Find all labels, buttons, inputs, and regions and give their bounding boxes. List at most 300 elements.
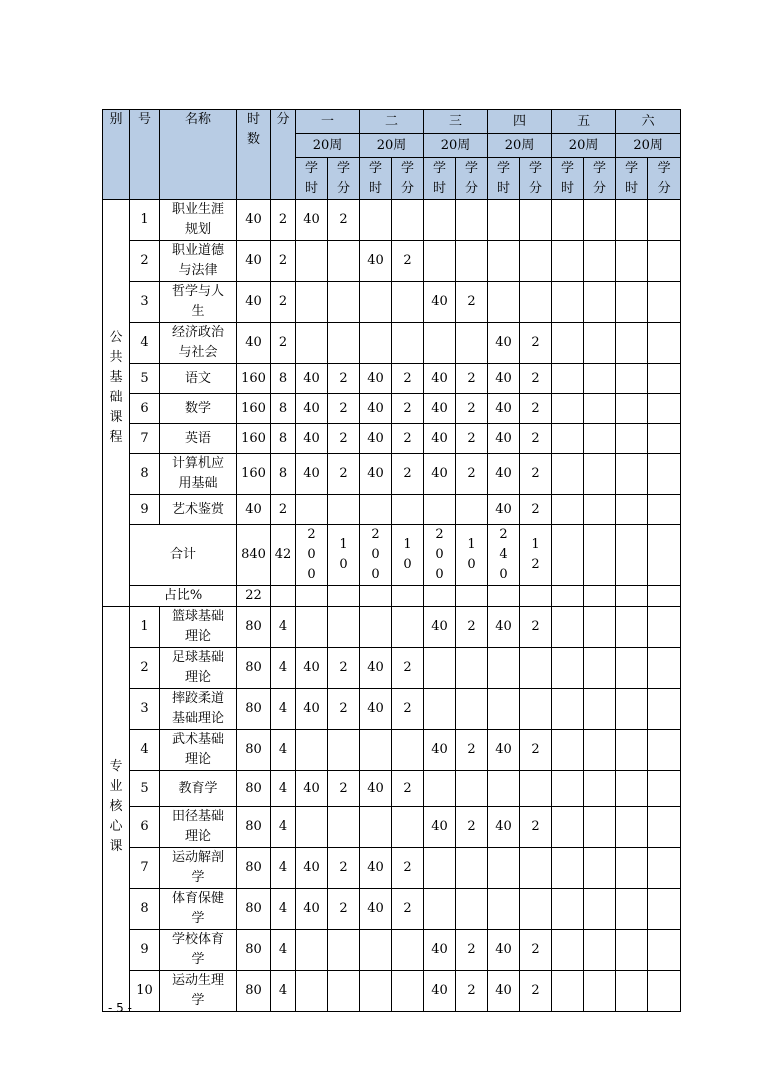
semester-cell [552,648,584,689]
table-row [103,971,681,1012]
semester-cell: 2 [456,394,488,424]
semester-cell [296,807,328,848]
semester-cell [296,323,328,364]
semester-cell [360,200,392,241]
semester-cell [488,689,520,730]
semester-cell [392,495,424,525]
semester-cell [296,241,328,282]
ratio-label: 占比% [130,586,237,607]
row-number: 9 [130,495,160,525]
semester-cell: 200 [360,525,392,586]
semester-cell [488,771,520,807]
header-semester-4: 四 [488,110,552,134]
semester-cell [360,282,392,323]
semester-cell: 40 [488,930,520,971]
course-name [160,607,237,648]
course-name-text: 足球基础理论 [171,650,224,685]
course-name-text: 摔跤柔道基础理论 [171,691,224,726]
semester-cell [616,689,648,730]
semester-cell: 40 [488,607,520,648]
table-row [103,848,681,889]
semester-cell: 2 [520,971,552,1012]
semester-cell [552,241,584,282]
row-number: 1 [130,607,160,648]
semester-cell [456,200,488,241]
total-credits: 8 [271,394,296,424]
total-hours: 40 [237,200,271,241]
header-study-credits: 学分 [328,158,360,200]
header-study-hours: 学时 [488,158,520,200]
semester-cell: 40 [488,807,520,848]
semester-cell: 40 [424,807,456,848]
header-category: 别 [103,110,130,200]
semester-cell [488,848,520,889]
header-study-credits: 学分 [648,158,681,200]
course-name-text: 计算机应用基础 [171,456,224,491]
semester-cell [456,689,488,730]
semester-cell [552,848,584,889]
semester-cell [552,607,584,648]
semester-cell [616,200,648,241]
semester-cell [648,364,681,394]
semester-cell [616,807,648,848]
table-row [103,241,681,282]
semester-cell [392,323,424,364]
semester-cell [648,424,681,454]
empty-cell [360,586,392,607]
header-study-hours: 学时 [424,158,456,200]
total-credits: 8 [271,424,296,454]
semester-cell: 40 [488,394,520,424]
semester-cell: 40 [424,730,456,771]
total-hours: 80 [237,607,271,648]
semester-cell [296,607,328,648]
semester-cell: 40 [424,454,456,495]
semester-cell: 2 [456,607,488,648]
semester-cell [584,971,616,1012]
header-weeks-4: 20周 [488,134,552,158]
row-number: 1 [130,200,160,241]
row-number: 7 [130,424,160,454]
course-name [160,648,237,689]
table-row [103,282,681,323]
semester-cell: 2 [456,807,488,848]
semester-cell: 2 [456,930,488,971]
semester-cell: 2 [456,454,488,495]
semester-cell [616,730,648,771]
semester-cell [648,889,681,930]
course-name [160,200,237,241]
table-row [103,771,681,807]
semester-cell: 2 [392,454,424,495]
semester-cell [328,241,360,282]
semester-cell: 40 [488,495,520,525]
header-semester-3: 三 [424,110,488,134]
semester-cell: 2 [392,424,424,454]
semester-cell [616,241,648,282]
course-name [160,424,237,454]
total-hours: 40 [237,323,271,364]
semester-cell [488,241,520,282]
course-name-text: 学校体育学 [171,932,224,967]
semester-cell [456,323,488,364]
semester-cell [552,689,584,730]
semester-cell: 40 [360,394,392,424]
header-study-hours: 学时 [360,158,392,200]
semester-cell: 2 [328,648,360,689]
semester-cell: 40 [360,454,392,495]
semester-cell: 40 [296,364,328,394]
course-name [160,807,237,848]
total-hours: 80 [237,648,271,689]
semester-cell [584,323,616,364]
semester-cell [552,889,584,930]
table-row [103,454,681,495]
semester-cell [648,495,681,525]
semester-cell [616,323,648,364]
semester-cell [296,930,328,971]
course-name [160,364,237,394]
semester-cell [584,848,616,889]
semester-cell: 2 [520,394,552,424]
semester-cell [552,282,584,323]
semester-cell: 2 [520,930,552,971]
category-public-basic: 公 共 基 础 课 程 [103,200,130,607]
semester-cell: 10 [456,525,488,586]
row-number: 6 [130,394,160,424]
table-row [103,689,681,730]
semester-cell: 2 [520,730,552,771]
course-name [160,454,237,495]
semester-cell [392,930,424,971]
row-number: 8 [130,454,160,495]
semester-cell [648,971,681,1012]
total-credits: 4 [271,607,296,648]
semester-cell: 2 [392,771,424,807]
semester-cell [456,848,488,889]
course-name-text: 哲学与人生 [171,284,224,319]
semester-cell: 40 [296,889,328,930]
semester-cell: 2 [328,200,360,241]
course-name-text: 运动生理学 [171,973,224,1008]
semester-cell: 2 [456,424,488,454]
semester-cell [648,648,681,689]
semester-cell [520,200,552,241]
total-credits: 2 [271,200,296,241]
semester-cell: 40 [424,424,456,454]
semester-cell [296,730,328,771]
total-row [103,525,681,586]
semester-cell: 40 [488,454,520,495]
semester-cell [456,648,488,689]
table-row [103,807,681,848]
semester-cell [616,364,648,394]
total-hours: 80 [237,807,271,848]
empty-cell [296,586,328,607]
semester-cell: 2 [328,771,360,807]
semester-cell: 40 [488,424,520,454]
course-name [160,771,237,807]
total-credits: 4 [271,889,296,930]
semester-cell: 40 [296,689,328,730]
semester-cell: 2 [520,807,552,848]
semester-cell [360,930,392,971]
semester-cell: 40 [424,282,456,323]
semester-cell: 2 [392,394,424,424]
course-name-text: 职业道德与法律 [171,243,224,278]
semester-cell [616,525,648,586]
empty-cell [520,586,552,607]
header-hours: 时数 [237,110,271,200]
row-number: 5 [130,771,160,807]
table-row [103,364,681,394]
semester-cell [520,241,552,282]
semester-cell [616,607,648,648]
course-name-text: 职业生涯规划 [171,202,224,237]
semester-cell [328,930,360,971]
semester-cell [424,323,456,364]
total-credits: 4 [271,689,296,730]
table-row [103,648,681,689]
semester-cell: 2 [520,454,552,495]
semester-cell: 40 [296,771,328,807]
semester-cell [648,807,681,848]
header-weeks-3: 20周 [424,134,488,158]
total-credits: 4 [271,848,296,889]
semester-cell [584,454,616,495]
semester-cell: 2 [456,364,488,394]
semester-cell [328,971,360,1012]
semester-cell [296,971,328,1012]
header-weeks-6: 20周 [616,134,681,158]
semester-cell: 40 [296,424,328,454]
semester-cell [456,495,488,525]
semester-cell [616,971,648,1012]
ratio-row [103,586,681,607]
total-credits: 8 [271,364,296,394]
semester-cell: 40 [488,730,520,771]
semester-cell [584,730,616,771]
semester-cell [584,394,616,424]
semester-cell [616,424,648,454]
total-hours: 160 [237,364,271,394]
semester-cell [424,648,456,689]
semester-cell [552,971,584,1012]
header-weeks-5: 20周 [552,134,616,158]
course-name [160,394,237,424]
row-number: 4 [130,730,160,771]
course-name-text: 篮球基础理论 [171,609,224,644]
table-row [103,930,681,971]
semester-cell [424,689,456,730]
semester-cell: 2 [392,364,424,394]
semester-cell: 40 [296,848,328,889]
semester-cell [328,607,360,648]
table-row [103,394,681,424]
semester-cell [328,495,360,525]
semester-cell [584,495,616,525]
semester-cell [552,525,584,586]
course-name-text: 语文 [184,370,211,386]
semester-cell [488,282,520,323]
semester-cell [328,282,360,323]
row-number: 5 [130,364,160,394]
course-name-text: 武术基础理论 [171,732,224,767]
semester-cell: 2 [392,689,424,730]
header-study-hours: 学时 [616,158,648,200]
semester-cell: 40 [296,454,328,495]
semester-cell: 40 [488,364,520,394]
semester-cell [552,424,584,454]
semester-cell [648,607,681,648]
semester-cell: 40 [360,648,392,689]
semester-cell [392,730,424,771]
course-name-text: 数学 [184,400,211,416]
row-number: 3 [130,689,160,730]
semester-cell: 40 [360,771,392,807]
semester-cell: 2 [392,648,424,689]
semester-cell: 40 [424,364,456,394]
total-hours: 80 [237,848,271,889]
total-hours: 80 [237,889,271,930]
semester-cell [648,282,681,323]
empty-cell [584,586,616,607]
row-number: 3 [130,282,160,323]
semester-cell [616,394,648,424]
semester-cell [648,848,681,889]
row-number: 6 [130,807,160,848]
empty-cell [392,586,424,607]
semester-cell [360,971,392,1012]
total-credits: 4 [271,930,296,971]
semester-cell [648,525,681,586]
semester-cell [584,930,616,971]
semester-cell: 2 [392,848,424,889]
semester-cell: 2 [328,848,360,889]
course-name [160,971,237,1012]
header-semester-6: 六 [616,110,681,134]
semester-cell: 40 [360,848,392,889]
total-hours: 160 [237,454,271,495]
semester-cell: 2 [456,282,488,323]
semester-cell: 2 [392,889,424,930]
course-name [160,930,237,971]
semester-cell [584,241,616,282]
semester-cell [360,730,392,771]
semester-cell [424,848,456,889]
course-name-text: 教育学 [178,780,218,796]
semester-cell [328,730,360,771]
semester-cell: 40 [424,394,456,424]
semester-cell [584,607,616,648]
semester-cell: 200 [296,525,328,586]
empty-cell [271,586,296,607]
semester-cell [328,323,360,364]
course-name [160,282,237,323]
semester-cell: 2 [520,364,552,394]
semester-cell: 40 [360,889,392,930]
total-hours: 80 [237,930,271,971]
table-row [103,889,681,930]
semester-cell [488,889,520,930]
semester-cell [648,689,681,730]
semester-cell [616,930,648,971]
semester-cell [584,282,616,323]
semester-cell: 2 [456,730,488,771]
semester-cell [584,807,616,848]
semester-cell [648,200,681,241]
header-study-credits: 学分 [456,158,488,200]
semester-cell: 2 [520,424,552,454]
empty-cell [456,586,488,607]
semester-cell [488,200,520,241]
course-name-text: 田径基础理论 [171,809,224,844]
page-number: - 5 - [108,1001,132,1015]
semester-cell [392,200,424,241]
semester-cell: 40 [296,200,328,241]
total-credits: 2 [271,495,296,525]
semester-cell [456,771,488,807]
header-semester-1: 一 [296,110,360,134]
empty-cell [616,586,648,607]
semester-cell [392,282,424,323]
semester-cell [552,807,584,848]
semester-cell: 2 [456,971,488,1012]
semester-cell: 2 [520,607,552,648]
empty-cell [424,586,456,607]
total-credits: 2 [271,282,296,323]
row-number: 2 [130,648,160,689]
row-number: 9 [130,930,160,971]
semester-cell [360,495,392,525]
row-number: 8 [130,889,160,930]
course-name [160,689,237,730]
semester-cell [520,889,552,930]
semester-cell: 10 [392,525,424,586]
semester-cell [328,807,360,848]
empty-cell [328,586,360,607]
semester-cell: 40 [424,971,456,1012]
semester-cell [616,648,648,689]
header-semester-2: 二 [360,110,424,134]
semester-cell [616,848,648,889]
semester-cell: 40 [488,971,520,1012]
semester-cell [616,495,648,525]
semester-cell: 2 [392,241,424,282]
semester-cell [552,394,584,424]
total-credits: 4 [271,807,296,848]
semester-cell: 40 [424,930,456,971]
semester-cell [584,648,616,689]
semester-cell: 10 [328,525,360,586]
semester-cell: 240 [488,525,520,586]
semester-cell [584,364,616,394]
course-name [160,730,237,771]
semester-cell [520,771,552,807]
semester-cell [392,807,424,848]
table-row [103,424,681,454]
semester-cell [648,241,681,282]
semester-cell [520,282,552,323]
header-study-hours: 学时 [296,158,328,200]
total-credits: 8 [271,454,296,495]
course-name-text: 经济政治与社会 [171,325,224,360]
total-hours: 80 [237,971,271,1012]
total-hours: 80 [237,771,271,807]
semester-cell [616,889,648,930]
course-name [160,241,237,282]
row-number: 7 [130,848,160,889]
